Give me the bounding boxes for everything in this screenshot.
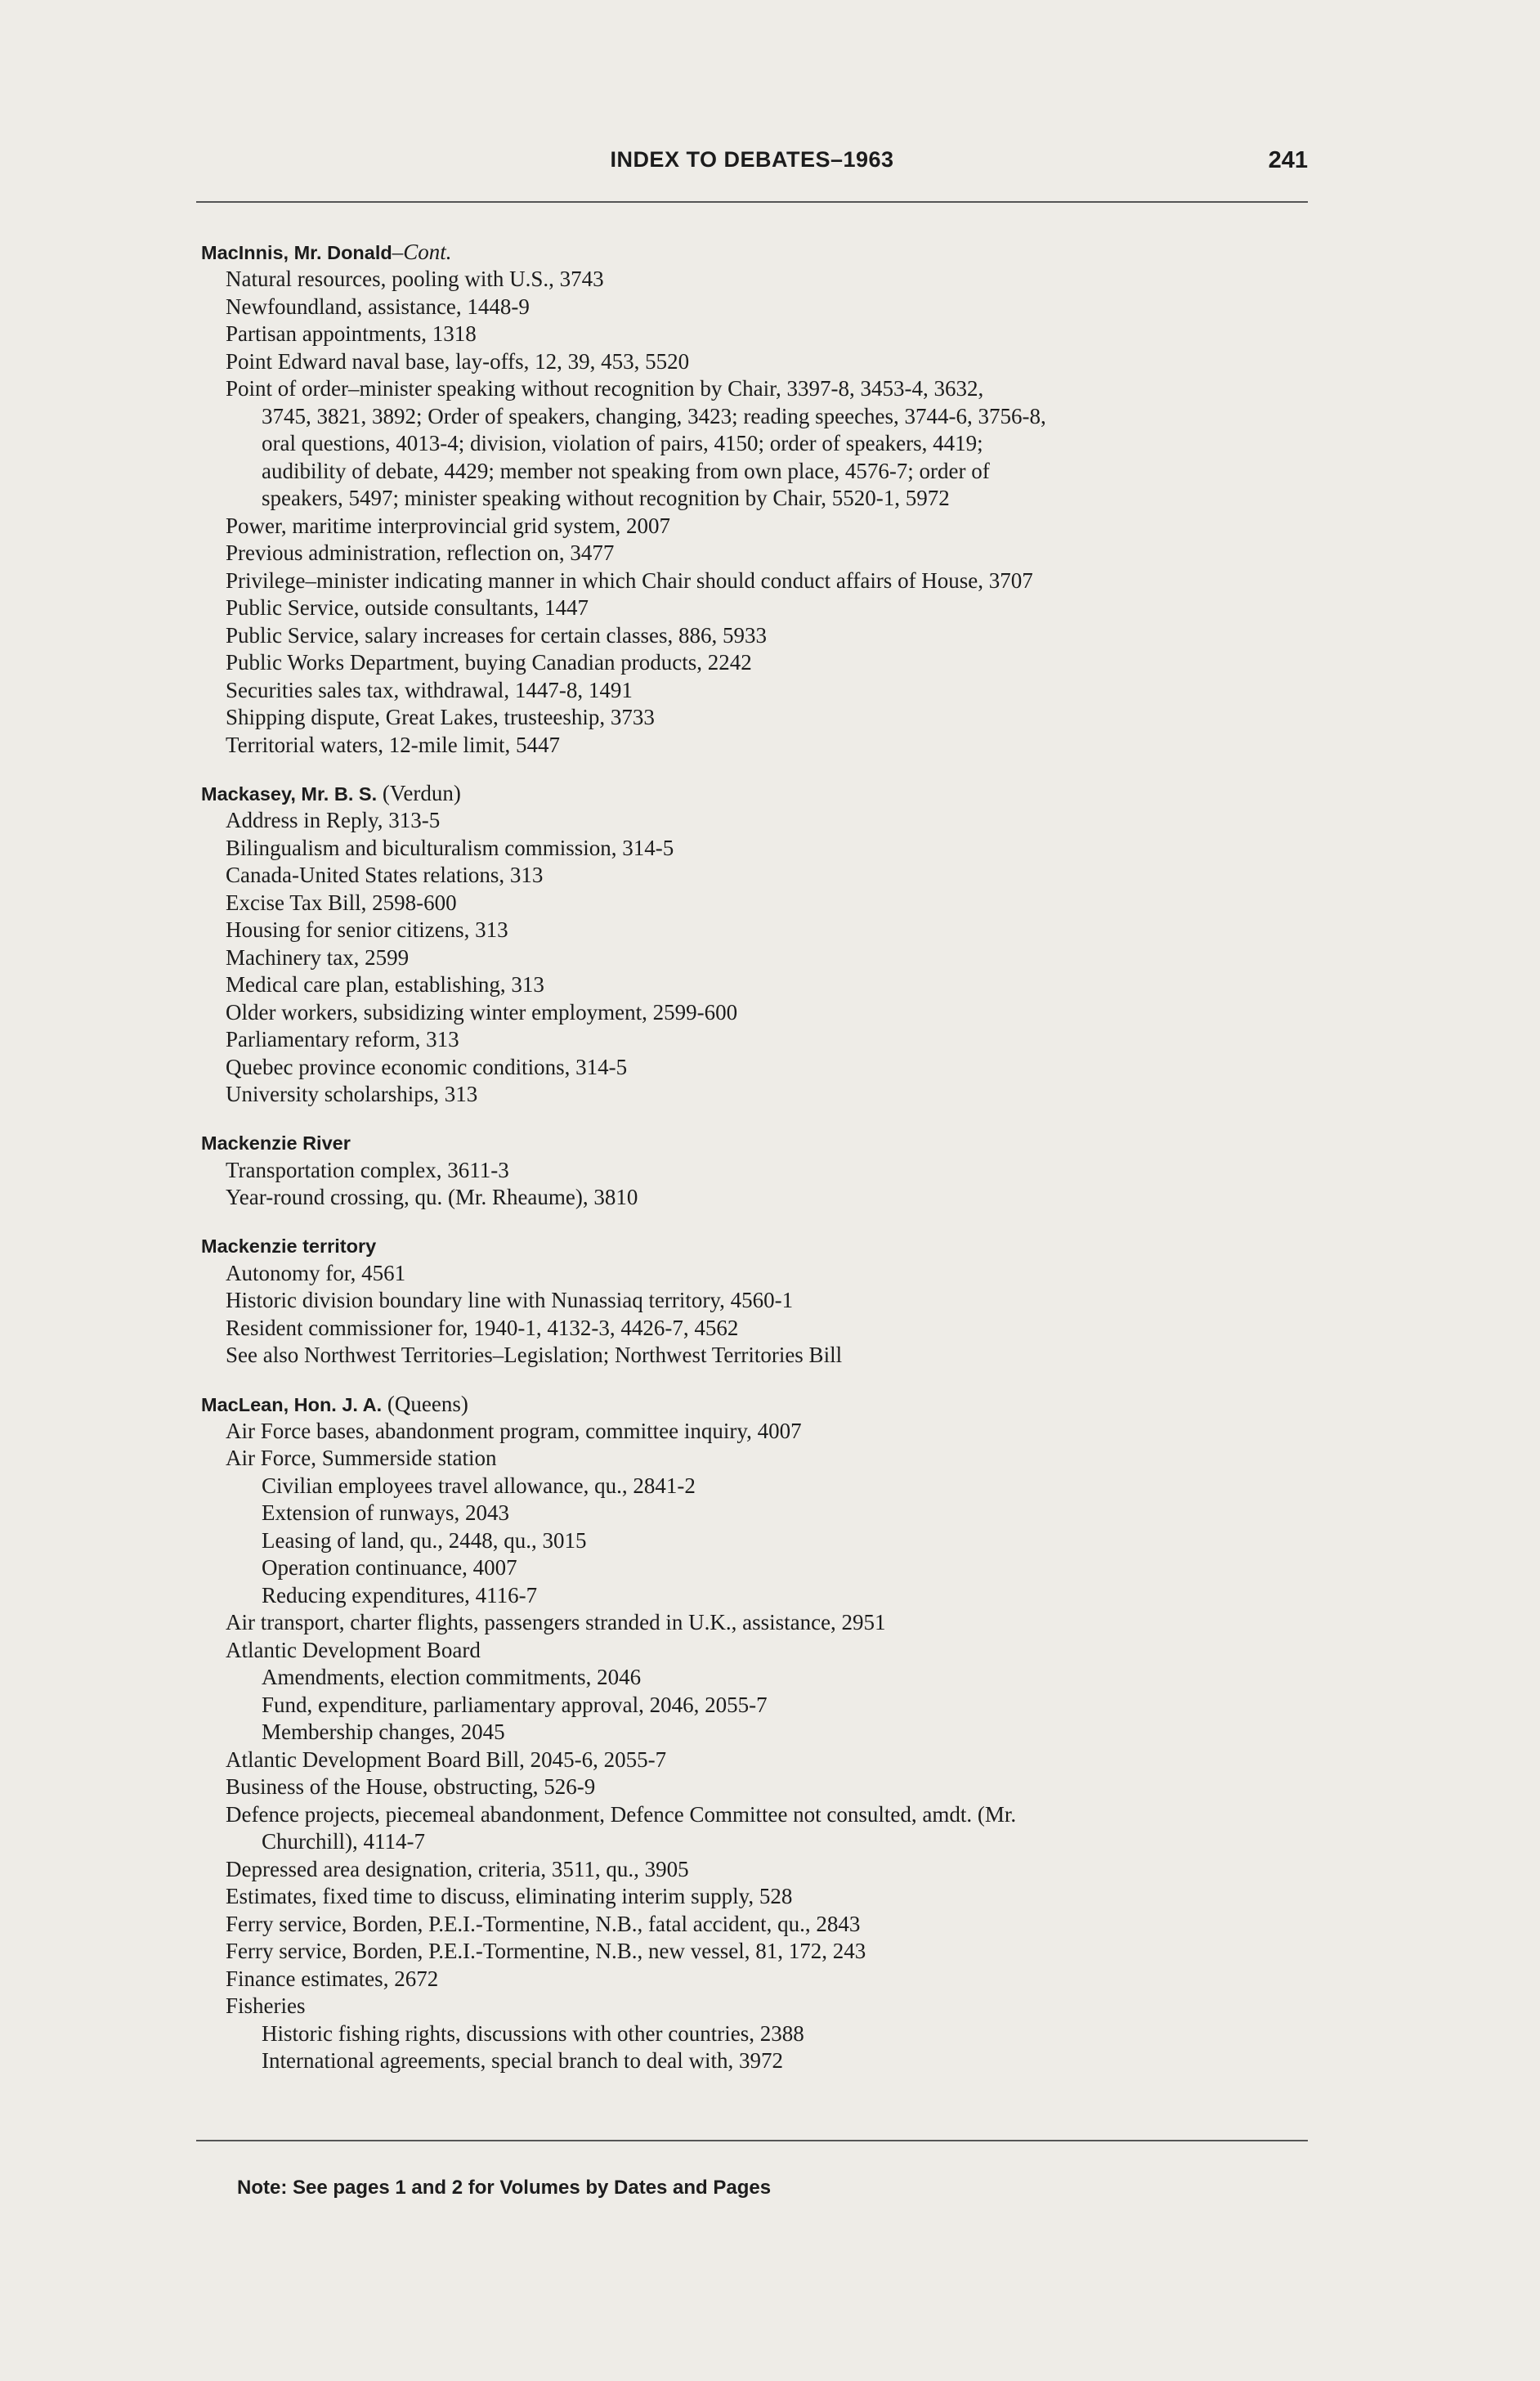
- index-line: Ferry service, Borden, P.E.I.-Tormentine, N.B., new vessel, 81, 172, 243: [226, 1939, 866, 1963]
- index-line: Public Works Department, buying Canadian products, 2242: [226, 650, 752, 675]
- entry-heading: [201, 1130, 1345, 1157]
- index-line: oral questions, 4013-4; division, violation of pairs, 4150; order of speakers, 4419;: [262, 431, 983, 455]
- index-line: Public Service, outside consultants, 1447: [226, 595, 589, 620]
- index-line: Air transport, charter flights, passengers stranded in U.K., assistance, 2951: [226, 1610, 886, 1634]
- index-line: Machinery tax, 2599: [226, 944, 410, 970]
- index-line: Fund, expenditure, parliamentary approval, 2046, 2055-7: [262, 1692, 768, 1717]
- index-line: Air Force, Summerside station: [226, 1446, 497, 1470]
- index-line: Operation continuance, 4007: [262, 1555, 517, 1580]
- index-entry: [201, 1233, 1345, 1370]
- index-line: Historic division boundary line with Nunassiaq territory, 4560-1: [226, 1288, 794, 1312]
- index-line: University scholarships, 313: [226, 1082, 478, 1106]
- index-line: Year-round crossing, qu. (Mr. Rheaume), 3810: [226, 1185, 638, 1209]
- index-line: Securities sales tax, withdrawal, 1447-8, 1491: [226, 677, 633, 702]
- index-line: Bilingualism and biculturalism commission, 314-5: [226, 835, 674, 860]
- index-line: Territorial waters, 12-mile limit, 5447: [226, 732, 561, 757]
- index-line: Public Service, salary increases for certain classes, 886, 5933: [226, 622, 768, 648]
- index-line: Autonomy for, 4561: [226, 1260, 406, 1285]
- index-entries: [201, 239, 1345, 2075]
- index-line: Ferry service, Borden, P.E.I.-Tormentine, N.B., fatal accident, qu., 2843: [226, 1911, 861, 1936]
- index-line: Amendments, election commitments, 2046: [262, 1665, 642, 1689]
- entry-heading-suffix: (Queens): [382, 1391, 468, 1416]
- entry-heading: [201, 239, 1345, 266]
- index-line: Air Force bases, abandonment program, committee inquiry, 4007: [226, 1418, 802, 1443]
- index-line: Atlantic Development Board Bill, 2045-6, 2055-7: [226, 1747, 667, 1772]
- index-entry: [201, 239, 1345, 759]
- index-line: Estimates, fixed time to discuss, eliminating interim supply, 528: [226, 1884, 793, 1908]
- index-line: 3745, 3821, 3892; Order of speakers, changing, 3423; reading speeches, 3744-6, 3756-8,: [262, 403, 1046, 428]
- index-line: Medical care plan, establishing, 313: [226, 972, 544, 997]
- index-line: Membership changes, 2045: [262, 1720, 505, 1744]
- entry-heading-name: Mackenzie River: [201, 1132, 351, 1154]
- index-line: audibility of debate, 4429; member not speaking from own place, 4576-7; order of: [262, 458, 990, 483]
- page-title: INDEX TO DEBATES–1963: [610, 147, 894, 172]
- entry-heading-suffix: (Verdun): [377, 781, 461, 805]
- footer-rule: [196, 2140, 1308, 2141]
- index-line: Older workers, subsidizing winter employment, 2599-600: [226, 999, 738, 1025]
- entry-heading-name: MacLean, Hon. J. A.: [201, 1393, 383, 1415]
- index-line: Finance estimates, 2672: [226, 1966, 439, 1991]
- index-line: Address in Reply, 313-5: [226, 808, 441, 832]
- index-line: Fisheries: [226, 1993, 306, 2018]
- index-line: Extension of runways, 2043: [262, 1500, 509, 1525]
- index-line: Quebec province economic conditions, 314-5: [226, 1054, 628, 1079]
- index-line: Business of the House, obstructing, 526-9: [226, 1774, 596, 1799]
- index-line: Parliamentary reform, 313: [226, 1027, 459, 1051]
- entry-heading-name: Mackenzie territory: [201, 1235, 377, 1257]
- index-entry: [201, 1130, 1345, 1212]
- index-entry: [201, 780, 1345, 1109]
- index-line: Natural resources, pooling with U.S., 3743: [226, 267, 604, 291]
- index-line: Excise Tax Bill, 2598-600: [226, 890, 457, 915]
- index-line: Defence projects, piecemeal abandonment, Defence Committee not consulted, amdt. (Mr.: [226, 1801, 1017, 1827]
- entry-heading-name: MacInnis, Mr. Donald: [201, 242, 392, 263]
- page-header: [196, 144, 1308, 177]
- index-line: International agreements, special branch to deal with, 3972: [262, 2048, 784, 2073]
- index-line: Historic fishing rights, discussions with other countries, 2388: [262, 2020, 804, 2046]
- index-line: Partisan appointments, 1318: [226, 321, 477, 346]
- index-line: Leasing of land, qu., 2448, qu., 3015: [262, 1527, 587, 1553]
- index-line: speakers, 5497; minister speaking without recognition by Chair, 5520-1, 5972: [262, 486, 950, 510]
- index-line: Churchill), 4114-7: [262, 1829, 425, 1854]
- index-line: Privilege–minister indicating manner in which Chair should conduct affairs of House, 3707: [226, 567, 1033, 593]
- index-line: Power, maritime interprovincial grid system, 2007: [226, 513, 671, 538]
- index-line: See also Northwest Territories–Legislation; Northwest Territories Bill: [226, 1343, 843, 1367]
- entry-heading-name: Mackasey, Mr. B. S.: [201, 783, 378, 805]
- index-line: Atlantic Development Board: [226, 1637, 481, 1662]
- index-line: Previous administration, reflection on, 3477: [226, 540, 615, 565]
- footer-note: Note: See pages 1 and 2 for Volumes by Dates and Pages: [237, 2177, 772, 2199]
- index-line: Housing for senior citizens, 313: [226, 917, 508, 942]
- entry-heading: [201, 1391, 1345, 1418]
- index-line: Canada-United States relations, 313: [226, 863, 544, 887]
- index-line: Shipping dispute, Great Lakes, trusteeship, 3733: [226, 705, 655, 729]
- index-line: Transportation complex, 3611-3: [226, 1157, 509, 1182]
- entry-heading-suffix: –Cont.: [392, 240, 452, 264]
- index-line: Reducing expenditures, 4116-7: [262, 1582, 538, 1608]
- index-line: Newfoundland, assistance, 1448-9: [226, 294, 530, 319]
- entry-heading: [201, 1233, 1345, 1260]
- index-line: Depressed area designation, criteria, 3511, qu., 3905: [226, 1856, 689, 1881]
- page-number: 241: [1268, 147, 1308, 173]
- index-line: Resident commissioner for, 1940-1, 4132-3, 4426-7, 4562: [226, 1315, 739, 1340]
- entry-heading: [201, 780, 1345, 807]
- index-line: Point Edward naval base, lay-offs, 12, 39, 453, 5520: [226, 348, 690, 374]
- index-line: Point of order–minister speaking without recognition by Chair, 3397-8, 3453-4, 3632,: [226, 376, 984, 401]
- index-line: Civilian employees travel allowance, qu., 2841-2: [262, 1473, 696, 1498]
- header-rule: [196, 201, 1308, 203]
- index-entry: [201, 1391, 1345, 2075]
